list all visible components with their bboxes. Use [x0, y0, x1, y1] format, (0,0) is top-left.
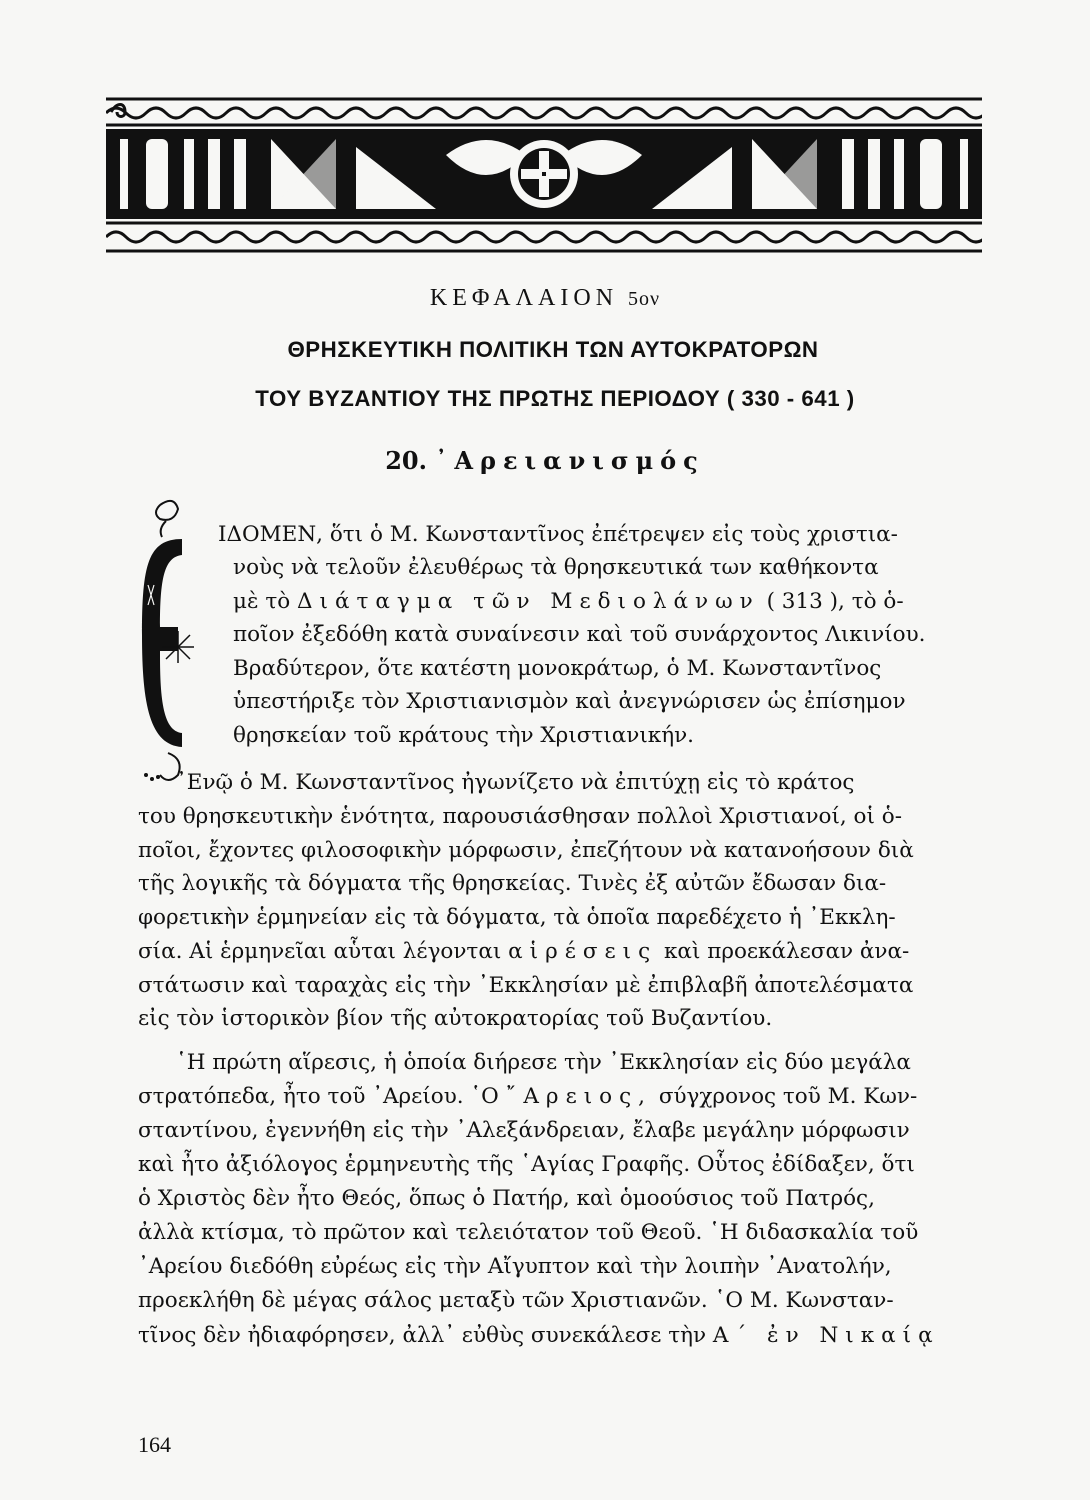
section-number: 20.	[385, 446, 427, 475]
chapter-number: 5ον	[628, 288, 661, 310]
chapter-heading	[0, 285, 1090, 312]
paragraph-3-line-7: ᾿Αρείου διεδόθη εὐρέως εἰς τὴν Αἴγυπτον καὶ τὴν λοιπὴν ᾿Ανατολήν,	[138, 1254, 892, 1279]
spaced-emphasis: Α΄ ἐν Νικαίᾳ	[712, 1323, 940, 1348]
paragraph-1-line-7: θρησκείαν τοῦ κράτους τὴν Χριστιανικήν.	[233, 723, 694, 748]
paragraph-2-line-8: εἰς τὸν ἱστορικὸν βίον τῆς αὐτοκρατορίας τοῦ Βυζαντίου.	[138, 1006, 773, 1031]
text-fragment: σία. Αἱ ἑρμηνεῖαι αὗται λέγονται	[138, 939, 502, 964]
paragraph-2-line-2: του θρησκευτικὴν ἑνότητα, παρουσιάσθησαν πολλοὶ Χριστιανοί, οἱ ὁ-	[138, 804, 902, 829]
chapter-title-line-2: ΤΟΥ ΒΥΖΑΝΤΙΟΥ ΤΗΣ ΠΡΩΤΗΣ ΠΕΡΙΟΔΟΥ ( 330 - 641 )	[255, 386, 855, 411]
chapter-label: ΚΕΦΑΛΑΙΟΝ	[429, 285, 619, 311]
paragraph-3-line-8: προεκλήθη δὲ μέγας σάλος μεταξὺ τῶν Χριστιανῶν. ῾Ο Μ. Κωνσταν-	[138, 1288, 894, 1313]
ornamental-header-band	[106, 95, 982, 255]
spaced-emphasis: αἱρέσεις	[508, 939, 658, 964]
paragraph-2-line-6	[138, 937, 909, 967]
text-fragment: μὲ τὸ	[233, 589, 291, 614]
chapter-title-line-1: ΘΡΗΣΚΕΥΤΙΚΗ ΠΟΛΙΤΙΚΗ ΤΩΝ ΑΥΤΟΚΡΑΤΟΡΩΝ	[287, 337, 819, 362]
byzantine-ornament-icon	[106, 95, 982, 255]
text-fragment: στρατόπεδα, ἦτο τοῦ ᾿Αρείου. ῾Ο	[138, 1084, 499, 1109]
paragraph-2-line-1: ᾿Ενῷ ὁ Μ. Κωνσταντῖνος ἠγωνίζετο νὰ ἐπιτύχῃ εἰς τὸ κράτος	[176, 770, 855, 795]
paragraph-2-line-3: ποῖοι, ἔχοντες φιλοσοφικὴν μόρφωσιν, ἐπεζήτουν νὰ κατανοήσουν διὰ	[138, 838, 914, 863]
paragraph-3-line-4: καὶ ἦτο ἀξιόλογος ἑρμηνευτὴς τῆς ῾Αγίας Γραφῆς. Οὗτος ἐδίδαξεν, ὅτι	[138, 1152, 915, 1177]
section-title: ᾿Αρειανισμός	[435, 446, 705, 475]
text-fragment: καὶ προεκάλεσαν ἀνα-	[663, 939, 910, 964]
paragraph-2-line-7: στάτωσιν καὶ ταραχὰς εἰς τὴν ᾿Εκκλησίαν μὲ ἐπιβλαβῆ ἀποτελέσματα	[138, 973, 914, 998]
paragraph-1-line-1: ΙΔΟΜΕΝ, ὅτι ὁ Μ. Κωνσταντῖνος ἐπέτρεψεν εἰς τοὺς χριστια-	[218, 522, 898, 547]
paragraph-3-line-9	[138, 1321, 940, 1351]
spaced-emphasis: Διάταγμα τῶν Μεδιολάνων	[297, 589, 760, 614]
paragraph-1-line-6: ὑπεστήριξε τὸν Χριστιανισμὸν καὶ ἀνεγνώρισεν ὡς ἐπίσημον	[233, 689, 906, 714]
paragraph-1-line-5: Βραδύτερον, ὅτε κατέστη μονοκράτωρ, ὁ Μ. Κωνσταντῖνος	[233, 656, 882, 681]
paragraph-1-line-2: νοὺς νὰ τελοῦν ἐλευθέρως τὰ θρησκευτικά των καθήκοντα	[233, 555, 879, 580]
section-heading	[0, 446, 1090, 475]
spaced-emphasis: ῎Αρειος,	[505, 1084, 652, 1109]
paragraph-1-line-4: ποῖον ἐξεδόθη κατὰ συναίνεσιν καὶ τοῦ συνάρχοντος Λικινίου.	[233, 622, 926, 647]
paragraph-2-line-5: φορετικὴν ἑρμηνείαν εἰς τὰ δόγματα, τὰ ὁποῖα παρεδέχετο ἡ ᾿Εκκλη-	[138, 905, 896, 930]
paragraph-3-line-1: ῾Η πρώτη αἵρεσις, ἡ ὁποία διήρεσε τὴν ᾿Εκκλησίαν εἰς δύο μεγάλα	[176, 1050, 911, 1075]
paragraph-3-line-5: ὁ Χριστὸς δὲν ἦτο Θεός, ὅπως ὁ Πατήρ, καὶ ὁμοούσιος τοῦ Πατρός,	[138, 1186, 875, 1211]
paragraph-1-line-3	[233, 587, 904, 617]
paragraph-2-line-4: τῆς λογικῆς τὰ δόγματα τῆς θρησκείας. Τινὲς ἐξ αὐτῶν ἔδωσαν δια-	[138, 871, 887, 896]
paragraph-3-line-6: ἀλλὰ κτίσμα, τὸ πρῶτον καὶ τελειότατον τοῦ Θεοῦ. ῾Η διδασκαλία τοῦ	[138, 1220, 919, 1245]
paragraph-3-line-2	[138, 1082, 917, 1112]
paragraph-3-line-3: σταντίνου, ἐγεννήθη εἰς τὴν ᾿Αλεξάνδρειαν, ἔλαβε μεγάλην μόρφωσιν	[138, 1118, 910, 1143]
illuminated-epsilon-icon	[138, 495, 198, 785]
page-number: 164	[138, 1432, 171, 1457]
text-fragment: σύγχρονος τοῦ Μ. Κων-	[658, 1084, 918, 1109]
text-fragment: τῖνος δὲν ἠδιαφόρησεν, ἀλλ᾿ εὐθὺς συνεκάλεσε τὴν	[138, 1323, 707, 1348]
text-fragment: ( 313 ), τὸ ὁ-	[766, 589, 904, 614]
decorated-initial	[138, 495, 198, 785]
